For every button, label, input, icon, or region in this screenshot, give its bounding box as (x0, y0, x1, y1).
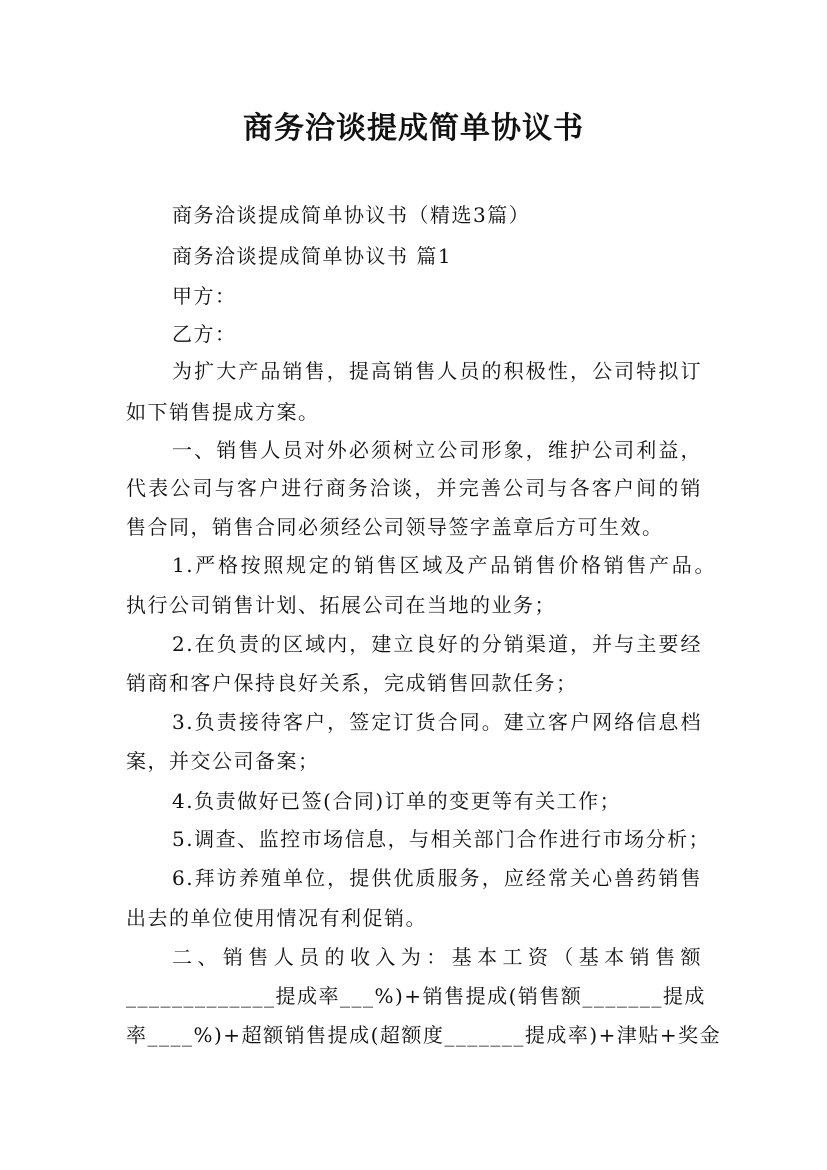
paragraph-line: 出去的单位使用情况有利促销。 (126, 906, 427, 930)
paragraph-line: 率____%)+超额销售提成(超额度_______提成率)+津贴+奖金 (126, 1023, 722, 1047)
paragraph-line: 销商和客户保持良好关系，完成销售回款任务； (126, 671, 578, 695)
paragraph-line: 执行公司销售计划、拓展公司在当地的业务； (126, 593, 556, 617)
paragraph-line: 案，并交公司备案； (126, 749, 320, 773)
paragraph-line: 为扩大产品销售，提高销售人员的积极性，公司特拟订 (172, 359, 702, 383)
paragraph-line: 2.在负责的区域内，建立良好的分销渠道，并与主要经 (172, 632, 702, 656)
paragraph-line: 一、销售人员对外必须树立公司形象，维护公司利益， (172, 438, 702, 462)
paragraph-line: 售合同，销售合同必须经公司领导签字盖章后方可生效。 (126, 515, 664, 539)
paragraph-line: 1.严格按照规定的销售区域及产品销售价格销售产品。 (172, 553, 716, 577)
paragraph-line: 3.负责接待客户，签定订货合同。建立客户网络信息档 (172, 710, 702, 734)
paragraph-line: 如下销售提成方案。 (126, 400, 320, 424)
document-title: 商务洽谈提成简单协议书 (243, 111, 584, 146)
paragraph-line: 甲方： (172, 284, 237, 308)
paragraph-line: 4.负责做好已签(合同)订单的变更等有关工作； (172, 789, 622, 813)
paragraph-line: 5.调查、监控市场信息，与相关部门合作进行市场分析； (172, 827, 711, 851)
paragraph-line: 代表公司与客户进行商务洽谈，并完善公司与各客户间的销 (126, 476, 702, 500)
paragraph-line: 商务洽谈提成简单协议书 篇1 (172, 244, 453, 268)
paragraph-line: _____________提成率___%)+销售提成(销售额_______提成 (126, 984, 706, 1008)
paragraph-line: 商务洽谈提成简单协议书（精选3篇） (172, 203, 531, 227)
paragraph-line: 乙方： (172, 322, 237, 346)
paragraph-line: 6.拜访养殖单位，提供优质服务，应经常关心兽药销售 (172, 866, 702, 890)
paragraph-line: 二、销售人员的收入为：基本工资（基本销售额 (172, 945, 702, 969)
